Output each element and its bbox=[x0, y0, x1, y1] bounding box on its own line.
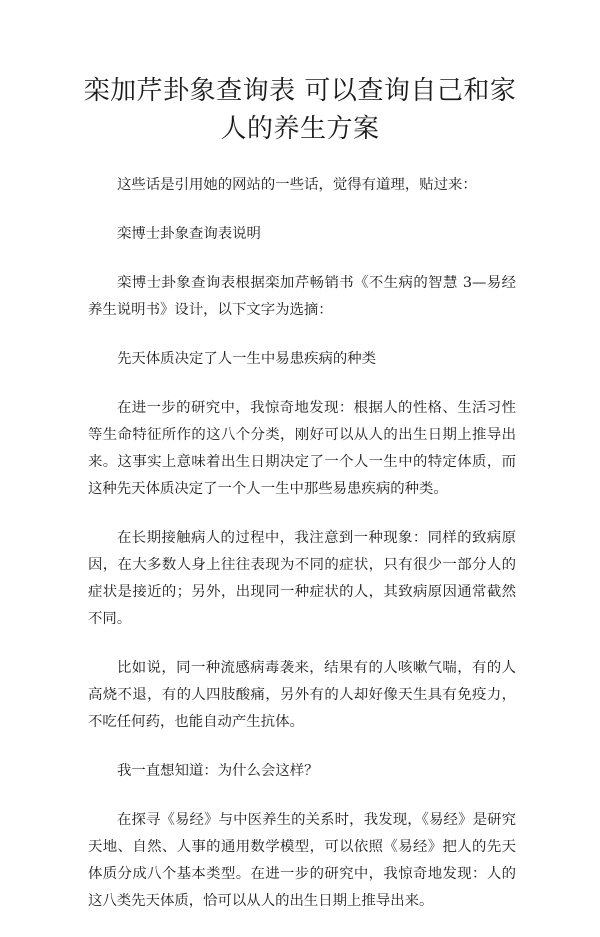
paragraph-observation: 在长期接触病人的过程中，我注意到一种现象：同样的致病原因，在大多数人身上往往表现为不同的症状，只有很少一部分人的症状是接近的；另外，出现同一种症状的人，其致病原因通常截然不同。 bbox=[88, 530, 516, 627]
title-line-1: 栾加芹卦象查询表 可以查询自己和家 bbox=[83, 76, 517, 106]
document-title bbox=[60, 72, 540, 148]
paragraph-research: 在进一步的研究中，我惊奇地发现：根据人的性格、生活习性等生命特征所作的这八个分类，刚好可以从人的出生日期上推导出来。这事实上意味着出生日期决定了一个人一生中的特定体质，而这种先天体质决定了一个人一生中那些易患疾病的种类。 bbox=[88, 400, 516, 497]
paragraph-heading-constitution: 先天体质决定了人一生中易患疾病的种类 bbox=[117, 351, 377, 367]
paragraph-question: 我一直想知道：为什么会这样？ bbox=[117, 763, 319, 779]
paragraph-yijing: 在探寻《易经》与中医养生的关系时，我发现，《易经》是研究天地、自然、人事的通用数学模型，可以依照《易经》把人的先天体质分成八个基本类型。在进一步的研究中，我惊奇地发现：人的这八类先天体质，恰可以从人的出生日期上推导出来。 bbox=[88, 812, 516, 909]
paragraph-example: 比如说，同一种流感病毒袭来，结果有的人咳嗽气喘，有的人高烧不退，有的人四肢酸痛，另外有的人却好像天生具有免疫力，不吃任何药，也能自动产生抗体。 bbox=[88, 660, 516, 730]
paragraph-source: 栾博士卦象查询表根据栾加芹畅销书《不生病的智慧 3—易经养生说明书》设计，以下文字为选摘： bbox=[88, 275, 516, 318]
paragraph-heading-explanation: 栾博士卦象查询表说明 bbox=[117, 226, 261, 242]
paragraph-intro: 这些话是引用她的网站的一些话，觉得有道理，贴过来： bbox=[117, 177, 477, 193]
document-body bbox=[88, 172, 516, 937]
title-line-2: 人的养生方案 bbox=[220, 114, 380, 144]
